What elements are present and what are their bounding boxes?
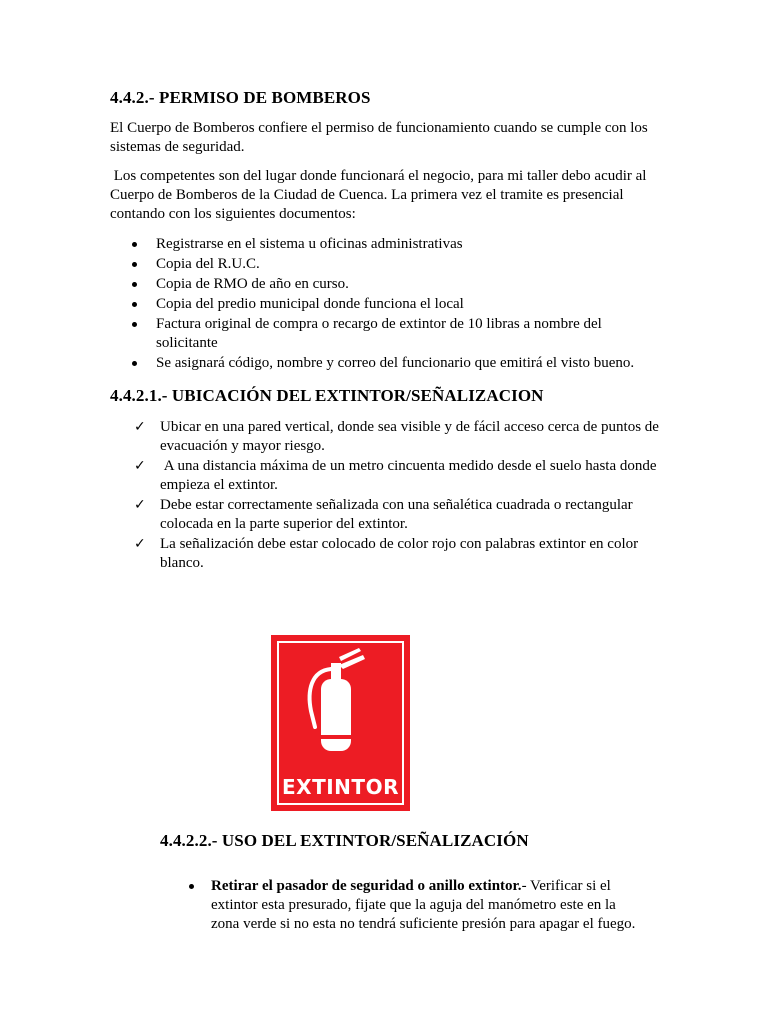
list-item: ✓ La señalización debe estar colocado de color rojo con palabras extintor en color blanco. [134,536,639,571]
usage-list [186,877,646,934]
usage-step-text: - Verificar si el extintor esta presurado, fijate que la aguja del manómetro este en la zona verde si no esta no tendrá suficiente presión para apagar el fuego. [211,878,636,932]
bullet-icon [132,282,137,287]
bullet-icon [132,322,137,327]
documents-list [110,235,650,374]
checkmark-icon: ✓ [134,536,146,552]
list-item: Registrarse en el sistema u oficinas administrativas [110,235,650,254]
checkmark-icon: ✓ [134,419,146,435]
list-item: ✓ Debe estar correctamente señalizada con una señalética cuadrada o rectangular colocada en la parte superior del extintor. [134,497,633,532]
list-item: ✓ Ubicar en una pared vertical, donde sea visible y de fácil acceso cerca de puntos de evacuación y mayor riesgo. [134,419,659,454]
bullet-icon [132,361,137,366]
paragraph-intro: El Cuerpo de Bomberos confiere el permiso de funcionamiento cuando se cumple con los sistemas de seguridad. [110,120,648,155]
bullet-icon [132,262,137,267]
list-item: ✓ A una distancia máxima de un metro cincuenta medido desde el suelo hasta donde empieza el extintor. [134,458,661,493]
list-item: Se asignará código, nombre y correo del funcionario que emitirá el visto bueno. [110,354,650,373]
sign-label: EXTINTOR [282,775,399,799]
list-item: Copia del R.U.C. [110,255,650,274]
section-heading-ubicacion: 4.4.2.1.- UBICACIÓN DEL EXTINTOR/SEÑALIZACION [110,386,544,405]
bullet-icon [189,884,194,889]
bullet-icon [132,242,137,247]
fire-extinguisher-icon [301,647,381,757]
bullet-icon [132,302,137,307]
extinguisher-sign [271,635,410,811]
location-checklist [134,418,664,574]
list-item: Factura original de compra o recargo de extintor de 10 libras a nombre del solicitante [110,315,650,353]
usage-step-title: Retirar el pasador de seguridad o anillo extintor. [211,878,522,894]
section-heading-permiso: 4.4.2.- PERMISO DE BOMBEROS [110,88,371,107]
checkmark-icon: ✓ [134,458,146,474]
checkmark-icon: ✓ [134,497,146,513]
section-heading-uso: 4.4.2.2.- USO DEL EXTINTOR/SEÑALIZACIÓN [160,831,529,850]
list-item: Copia del predio municipal donde funciona el local [110,295,650,314]
list-item [186,877,646,934]
paragraph-competentes: Los competentes son del lugar donde funcionará el negocio, para mi taller debo acudir al Cuerpo de Bomberos de la Ciudad de Cuenca. La primera vez el tramite es presencial contando con los siguientes documentos: [110,168,651,222]
list-item: Copia de RMO de año en curso. [110,275,650,294]
